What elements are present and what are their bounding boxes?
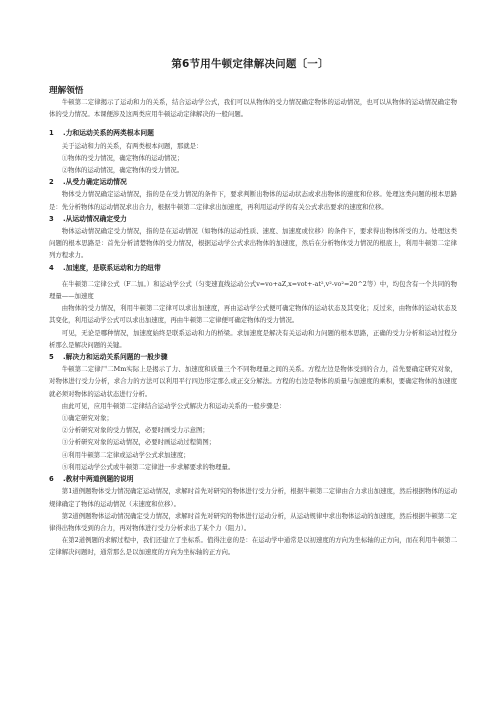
section-4-paragraph: 可见，无论是哪种情况，加速度始终是联系运动和力的桥梁。求加速度是解决有关运动和力问题的根本思路，正确的受力分析和运动过程分析那么是解决问题的关键。 [49,328,457,349]
section-5-step: ③分析研究对象的运动情况，必要时画运动过程简图； [61,438,216,447]
section-5-heading: 5 .解决力和运动关系问题的一般步骤 [49,353,168,362]
page-title: 第6节用牛顿定律解决问题〔一〕 [171,58,329,70]
section-6-paragraph: 第2道例题物体运动情况确定受力情况，求解时首先对研究的物体进行运动分析，从运动规律中求出物体运动的加速度，然后根据牛顿第二定律得出物体受到的合力，再对物体进行受力分析求出了某个力（阻力）。 [49,511,457,532]
section-1-line: ①物体的受力情况，确定物体的运动情况； [61,153,184,162]
section-4-paragraph: 由物体的受力情况，利用牛顿第二定律可以求出加速度，再由运动学公式便可确定物体的运动状态及其变化；反过来，由物体的运动状态及其变化，利用运动学公式可以求出加速度，再由牛顿第二定律便可确定物体的受力情况。 [49,304,457,325]
section-3-heading: 3 .从运动情况确定受力 [49,214,127,223]
section-4-paragraph: 在牛顿第二定律公式（F二加。）和运动学公式（匀变速直线运动公式v=vo+aZ,x=vot+-at²,v²-vo²=20^2等）中，均包含有一个共同的物理量——加速度 [49,279,457,301]
section-5-paragraph: 牛顿第二定律尸二Mm实际上是揭示了力、加速度和质量三个不同物理量之间的关系。方程左边是物体受到的合力，首先要确定研究对象，对物体进行受力分析，求合力的方法可以利用平行四边形定那么或正交分解法。方程的右边是物体的质量与加速度的乘积，要确定物体的加速度就必须对物体的运动状态进行分析。 [49,365,457,398]
section-6-paragraph: 在第2道例题的求解过程中，我们还建立了坐标系。值得注意的是：在运动学中通常是以初速度的方向为坐标轴的正方向，而在利用牛顿第二定律解决问题时，通常那么是以加速度的方向为坐标轴的正方向。 [49,536,457,557]
section-1-heading: 1 .力和运动关系的两类根本问题 [49,129,154,138]
section-2-paragraph: 物体受力情况确定运动情况，指的是在受力情况的条件下，要求判断出物体的运动状态或求出物体的速度和位移。处理这类问题的根本思路是：先分析物体的运动情况求出合力，根据牛顿第二定律求出加速度，再利用运动学的有关公式求出要求的速度和位移。 [49,190,457,211]
section-6-heading: 6 .教材中两道例题的说明 [49,475,134,484]
section-5-step: ④利用牛顿第二定律或运动学公式求加速度； [61,450,190,459]
section-5-step: ①确定研究对象； [61,414,113,423]
document-body [49,96,457,559]
section-1-line: ②物体的运动情况，确定物体的受力情况。 [61,166,184,175]
section-6-paragraph: 第1道例题物体受力情况确定运动情况，求解时首先对研究的物体进行受力分析，根据牛顿第二定律由合力求出加速度，然后根据物体的运动规律确定了物体的运动情况（末速度和位移）。 [49,487,457,508]
section-5-paragraph: 由此可见，应用牛顿第二定律结合运动学公式解决力和运动关系的一般步骤是： [61,401,286,410]
intro-heading: 理解领悟 [49,86,84,96]
section-2-heading: 2 .从受力确定运动情况 [49,178,127,187]
intro-paragraph: 牛顿第二定律揭示了运动和力的关系，结合运动学公式，我们可以从物体的受力情况确定物体的运动情况，也可以从物体的运动情况确定物体的受力情况。本课便涉及这两类应用牛顿运动定律解决的一般问题。 [49,98,457,119]
section-5-step: ②分析研究对象的受力情况，必要时画受力示意图； [61,426,209,435]
section-5-step: ⑤利用运动学公式或牛顿第二定律进一步求解要求的物理量。 [61,462,235,471]
section-4-heading: 4 .加速度，是联系运动和力的纽带 [49,263,161,272]
section-1-line: 关于运动和力的关系，有两类根本问题，那就是： [61,141,203,150]
section-3-paragraph: 物体运动情况确定受力情况，指的是在运动情况（如物体的运动性质、速度、加速度或位移）的条件下，要求得出物体所受的力。处理这类问题的根本思路是：首先分析清楚物体的受力情况，根据运动学公式求出物体的加速度，然后在分析物体受力情况的根底上，利用牛顿第二定律列方程求力。 [49,227,457,260]
